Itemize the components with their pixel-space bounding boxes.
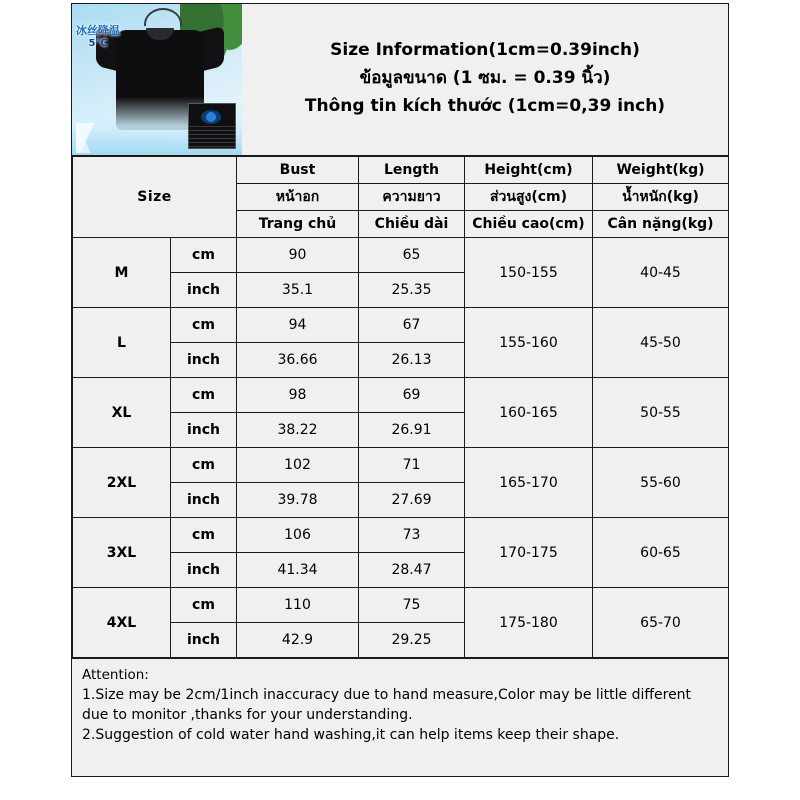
fabric-swatch-texture — [189, 126, 235, 148]
row-unit-inch: inch — [171, 483, 237, 518]
attention-line-3: 2.Suggestion of cold water hand washing,it can help items keep their shape. — [82, 727, 620, 743]
header-bust-en: Bust — [237, 157, 359, 184]
fabric-swatch — [188, 103, 236, 149]
cell-length-cm-2xl: 71 — [359, 448, 465, 483]
size-table — [72, 156, 729, 658]
header-height-th: ส่วนสูง(cm) — [465, 184, 593, 211]
cell-length-in-l: 26.13 — [359, 343, 465, 378]
cell-bust-in-m: 35.1 — [237, 273, 359, 308]
table-row — [73, 238, 729, 273]
cell-length-in-3xl: 28.47 — [359, 553, 465, 588]
cell-length-cm-3xl: 73 — [359, 518, 465, 553]
header-length-en: Length — [359, 157, 465, 184]
cell-length-cm-xl: 69 — [359, 378, 465, 413]
header-weight-en: Weight(kg) — [593, 157, 729, 184]
cell-weight-m: 40-45 — [593, 238, 729, 308]
row-size-3xl: 3XL — [73, 518, 171, 588]
row-size-2xl: 2XL — [73, 448, 171, 518]
cell-bust-cm-xl: 98 — [237, 378, 359, 413]
row-unit-inch: inch — [171, 273, 237, 308]
row-unit-inch: inch — [171, 413, 237, 448]
table-row — [73, 518, 729, 553]
row-unit-cm: cm — [171, 518, 237, 553]
cell-length-cm-m: 65 — [359, 238, 465, 273]
header-height-en: Height(cm) — [465, 157, 593, 184]
header-weight-th: น้ำหนัก(kg) — [593, 184, 729, 211]
header-length-th: ความยาว — [359, 184, 465, 211]
header-length-vi: Chiều dài — [359, 211, 465, 238]
cell-height-4xl: 175-180 — [465, 588, 593, 658]
size-chart-sheet — [71, 3, 729, 777]
row-unit-inch: inch — [171, 343, 237, 378]
attention-block — [72, 658, 728, 776]
header-bust-th: หน้าอก — [237, 184, 359, 211]
cooling-badge-text: 冰丝降温 — [76, 24, 120, 37]
table-row — [73, 588, 729, 623]
cell-height-xl: 160-165 — [465, 378, 593, 448]
row-unit-cm: cm — [171, 308, 237, 343]
chart-header — [72, 4, 728, 156]
header-size-label: Size — [73, 157, 237, 238]
row-unit-inch: inch — [171, 623, 237, 658]
cooling-badge — [76, 24, 120, 50]
header-weight-vi: Cân nặng(kg) — [593, 211, 729, 238]
cell-bust-cm-3xl: 106 — [237, 518, 359, 553]
cell-length-in-m: 25.35 — [359, 273, 465, 308]
title-line-th: ข้อมูลขนาด (1 ซม. = 0.39 นิ้ว) — [359, 67, 611, 88]
cell-bust-in-xl: 38.22 — [237, 413, 359, 448]
cell-weight-xl: 50-55 — [593, 378, 729, 448]
cell-weight-3xl: 60-65 — [593, 518, 729, 588]
cell-bust-cm-m: 90 — [237, 238, 359, 273]
cell-bust-in-l: 36.66 — [237, 343, 359, 378]
attention-line-2: due to monitor ,thanks for your understanding. — [82, 707, 413, 723]
cell-weight-l: 45-50 — [593, 308, 729, 378]
cell-bust-cm-l: 94 — [237, 308, 359, 343]
cell-height-3xl: 170-175 — [465, 518, 593, 588]
attention-line-1: 1.Size may be 2cm/1inch inaccuracy due to hand measure,Color may be little different — [82, 687, 692, 703]
cell-bust-cm-4xl: 110 — [237, 588, 359, 623]
cell-length-in-2xl: 27.69 — [359, 483, 465, 518]
cell-height-2xl: 165-170 — [465, 448, 593, 518]
cell-height-l: 155-160 — [465, 308, 593, 378]
cell-bust-in-4xl: 42.9 — [237, 623, 359, 658]
row-unit-cm: cm — [171, 238, 237, 273]
cell-length-in-4xl: 29.25 — [359, 623, 465, 658]
attention-title: Attention: — [82, 667, 149, 683]
fabric-swatch-logo — [201, 110, 221, 124]
cell-weight-2xl: 55-60 — [593, 448, 729, 518]
cell-length-in-xl: 26.91 — [359, 413, 465, 448]
product-image — [72, 4, 242, 155]
row-unit-cm: cm — [171, 448, 237, 483]
row-size-m: M — [73, 238, 171, 308]
cell-length-cm-l: 67 — [359, 308, 465, 343]
cooling-badge-degrees: 5℃ — [88, 38, 108, 49]
header-bust-vi: Trang chủ — [237, 211, 359, 238]
cell-bust-in-2xl: 39.78 — [237, 483, 359, 518]
table-row — [73, 448, 729, 483]
header-height-vi: Chiều cao(cm) — [465, 211, 593, 238]
title-line-en: Size Information(1cm=0.39inch) — [330, 39, 640, 60]
cell-bust-cm-2xl: 102 — [237, 448, 359, 483]
table-row — [73, 378, 729, 413]
row-unit-cm: cm — [171, 378, 237, 413]
title-block — [242, 4, 728, 155]
cell-height-m: 150-155 — [465, 238, 593, 308]
row-size-xl: XL — [73, 378, 171, 448]
table-row — [73, 308, 729, 343]
cell-weight-4xl: 65-70 — [593, 588, 729, 658]
row-unit-inch: inch — [171, 553, 237, 588]
row-size-4xl: 4XL — [73, 588, 171, 658]
cell-bust-in-3xl: 41.34 — [237, 553, 359, 588]
row-unit-cm: cm — [171, 588, 237, 623]
cell-length-cm-4xl: 75 — [359, 588, 465, 623]
table-header-row-1 — [73, 157, 729, 184]
title-line-vi: Thông tin kích thước (1cm=0,39 inch) — [304, 95, 666, 116]
row-size-l: L — [73, 308, 171, 378]
